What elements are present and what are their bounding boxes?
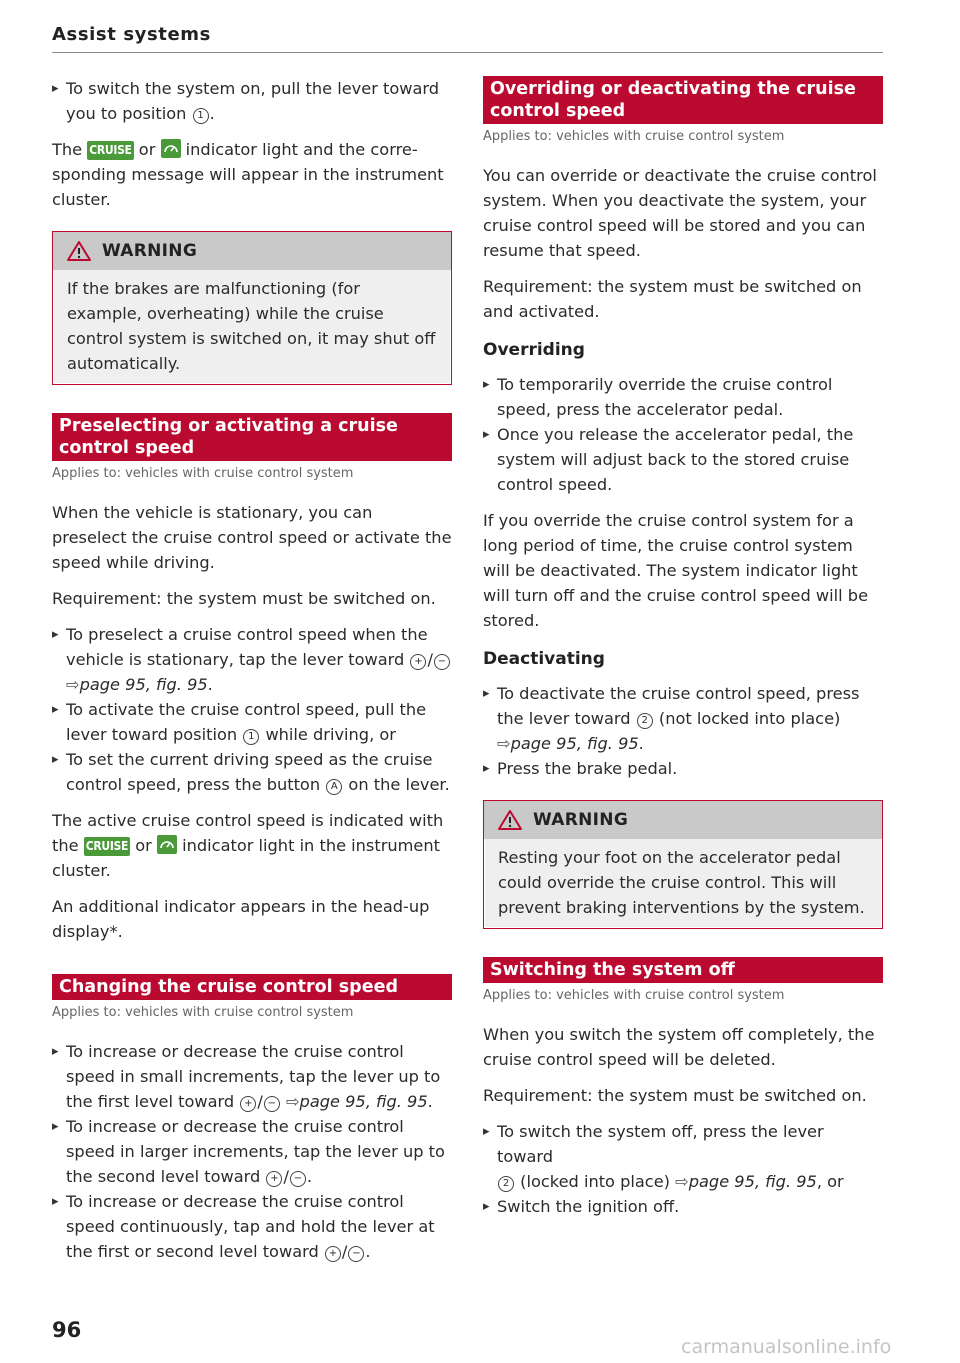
paragraph: You can override or deactivate the cruise control system. When you deactivate the system, your cruise control speed will be stored and you can resume that speed. bbox=[483, 166, 877, 260]
list-item: ▸ To deactivate the cruise control speed, press the lever toward 2 (not locked into place) ⇨page 95, fig. 95. bbox=[483, 681, 883, 756]
position-2-icon: 2 bbox=[637, 713, 653, 729]
page-reference-link[interactable]: page 95, fig. 95 bbox=[688, 1172, 817, 1191]
plus-icon: + bbox=[266, 1171, 282, 1187]
warning-text: If the brakes are malfunctioning (for example, overheating) while the cruise control system is switched on, it may shut off automatically. bbox=[67, 279, 436, 373]
section-title: Overriding or deactivating the cruise control speed bbox=[483, 76, 883, 124]
minus-icon: − bbox=[264, 1096, 280, 1112]
instruction-list bbox=[52, 1039, 452, 1264]
paragraph: When you switch the system off completely, the cruise control speed will be deleted. bbox=[483, 1025, 875, 1069]
cruise-indicator-icon: CRUISE bbox=[87, 141, 133, 160]
warning-body bbox=[54, 270, 450, 383]
minus-icon: − bbox=[434, 654, 450, 670]
page-header bbox=[52, 24, 883, 53]
applies-note: Applies to: vehicles with cruise control system bbox=[483, 988, 785, 1003]
warning-header bbox=[53, 232, 451, 270]
list-item: ▸ Switch the ignition off. bbox=[483, 1194, 883, 1219]
left-column bbox=[52, 76, 452, 1275]
cruise-speedometer-icon bbox=[161, 139, 181, 158]
paragraph: If you override the cruise control system for a long period of time, the cruise control system will be deactivated. The system indicator light will turn off and the cruise control speed will be stored. bbox=[483, 511, 869, 630]
warning-triangle-icon bbox=[66, 240, 92, 262]
list-item: ▸ To temporarily override the cruise control speed, press the accelerator pedal. bbox=[483, 372, 883, 422]
page-number: 96 bbox=[52, 1318, 82, 1342]
page-reference-link[interactable]: page 95, fig. 95 bbox=[79, 675, 208, 694]
cruise-indicator-icon: CRUISE bbox=[84, 837, 130, 856]
paragraph: When the vehicle is stationary, you can preselect the cruise control speed or activate the speed while driving. bbox=[52, 503, 452, 572]
instruction-list bbox=[483, 681, 883, 781]
instruction-list bbox=[52, 622, 452, 797]
warning-body bbox=[485, 839, 881, 927]
section-title: Changing the cruise control speed bbox=[52, 974, 452, 1000]
list-item: ▸ To switch the system off, press the lever toward 2 (locked into place) ⇨page 95, fig. 95, or bbox=[483, 1119, 883, 1194]
minus-icon: − bbox=[348, 1246, 364, 1262]
position-2-icon: 2 bbox=[498, 1176, 514, 1192]
instruction-list bbox=[483, 1119, 883, 1219]
cruise-speedometer-icon bbox=[157, 835, 177, 854]
page-ref-arrow-icon: ⇨ bbox=[675, 1172, 689, 1191]
applies-note: Applies to: vehicles with cruise control system bbox=[52, 1005, 354, 1020]
indicator-paragraph: The CRUISE or indicator light and the corresponding message will appear in the instrument cluster. bbox=[52, 140, 444, 209]
list-item: ▸ Press the brake pedal. bbox=[483, 756, 883, 781]
paragraph: An additional indicator appears in the head-up display*. bbox=[52, 897, 430, 941]
list-item: ▸ To increase or decrease the cruise control speed in larger increments, tap the lever up to the second level toward + / − . bbox=[52, 1114, 452, 1189]
minus-icon: − bbox=[290, 1171, 306, 1187]
warning-box bbox=[483, 800, 883, 929]
intro-list bbox=[52, 76, 452, 126]
position-1-icon: 1 bbox=[193, 108, 209, 124]
plus-icon: + bbox=[325, 1246, 341, 1262]
position-1-icon: 1 bbox=[243, 729, 259, 745]
list-item: ▸ To set the current driving speed as the cruise control speed, press the button A on the lever. bbox=[52, 747, 452, 797]
list-item: ▸ To increase or decrease the cruise control speed continuously, tap and hold the lever at the first or second level toward + / − . bbox=[52, 1189, 452, 1264]
section-title: Switching the system off bbox=[483, 957, 883, 983]
warning-triangle-icon bbox=[497, 809, 523, 831]
page-reference-link[interactable]: page 95, fig. 95 bbox=[510, 734, 639, 753]
warning-title: WARNING bbox=[102, 241, 198, 261]
warning-header bbox=[484, 801, 882, 839]
plus-icon: + bbox=[240, 1096, 256, 1112]
watermark: carmanualsonline.info bbox=[681, 1336, 892, 1358]
page-ref-arrow-icon: ⇨ bbox=[285, 1092, 300, 1111]
list-item: ▸ To preselect a cruise control speed when the vehicle is stationary, tap the lever toward + / − ⇨page 95, fig. 95. bbox=[52, 622, 452, 697]
paragraph: Requirement: the system must be switched on and activated. bbox=[483, 277, 862, 321]
list-item: ▸ Once you release the accelerator pedal, the system will adjust back to the stored cruise control speed. bbox=[483, 422, 883, 497]
list-item: ▸ To switch the system on, pull the lever toward you to position 1 . bbox=[52, 76, 452, 126]
indicator-paragraph: The active cruise control speed is indicated with the CRUISE or indicator light in the instrument cluster. bbox=[52, 811, 444, 880]
subheading: Overriding bbox=[483, 340, 585, 360]
page-ref-arrow-icon: ⇨ bbox=[497, 734, 511, 753]
paragraph: Requirement: the system must be switched on. bbox=[52, 589, 436, 608]
list-item: ▸ To activate the cruise control speed, pull the lever toward position 1 while driving, or bbox=[52, 697, 452, 747]
page-ref-arrow-icon: ⇨ bbox=[66, 675, 80, 694]
section-title: Preselecting or activating a cruise control speed bbox=[52, 413, 452, 461]
list-item: ▸ To increase or decrease the cruise control speed in small increments, tap the lever up to the first level toward + / − ⇨page 95, fig. 95. bbox=[52, 1039, 452, 1114]
page-reference-link[interactable]: page 95, fig. 95 bbox=[299, 1092, 428, 1111]
instruction-list bbox=[483, 372, 883, 497]
warning-title: WARNING bbox=[533, 810, 629, 830]
applies-note: Applies to: vehicles with cruise control system bbox=[483, 129, 785, 144]
warning-box bbox=[52, 231, 452, 385]
warning-text: Resting your foot on the accelerator pedal could override the cruise control. This will prevent braking interventions by the system. bbox=[498, 848, 865, 917]
plus-icon: + bbox=[410, 654, 426, 670]
header-title: Assist systems bbox=[52, 24, 211, 45]
applies-note: Applies to: vehicles with cruise control system bbox=[52, 466, 354, 481]
button-a-icon: A bbox=[326, 779, 342, 795]
right-column bbox=[483, 76, 883, 1230]
subheading: Deactivating bbox=[483, 649, 605, 669]
paragraph: Requirement: the system must be switched on. bbox=[483, 1086, 867, 1105]
